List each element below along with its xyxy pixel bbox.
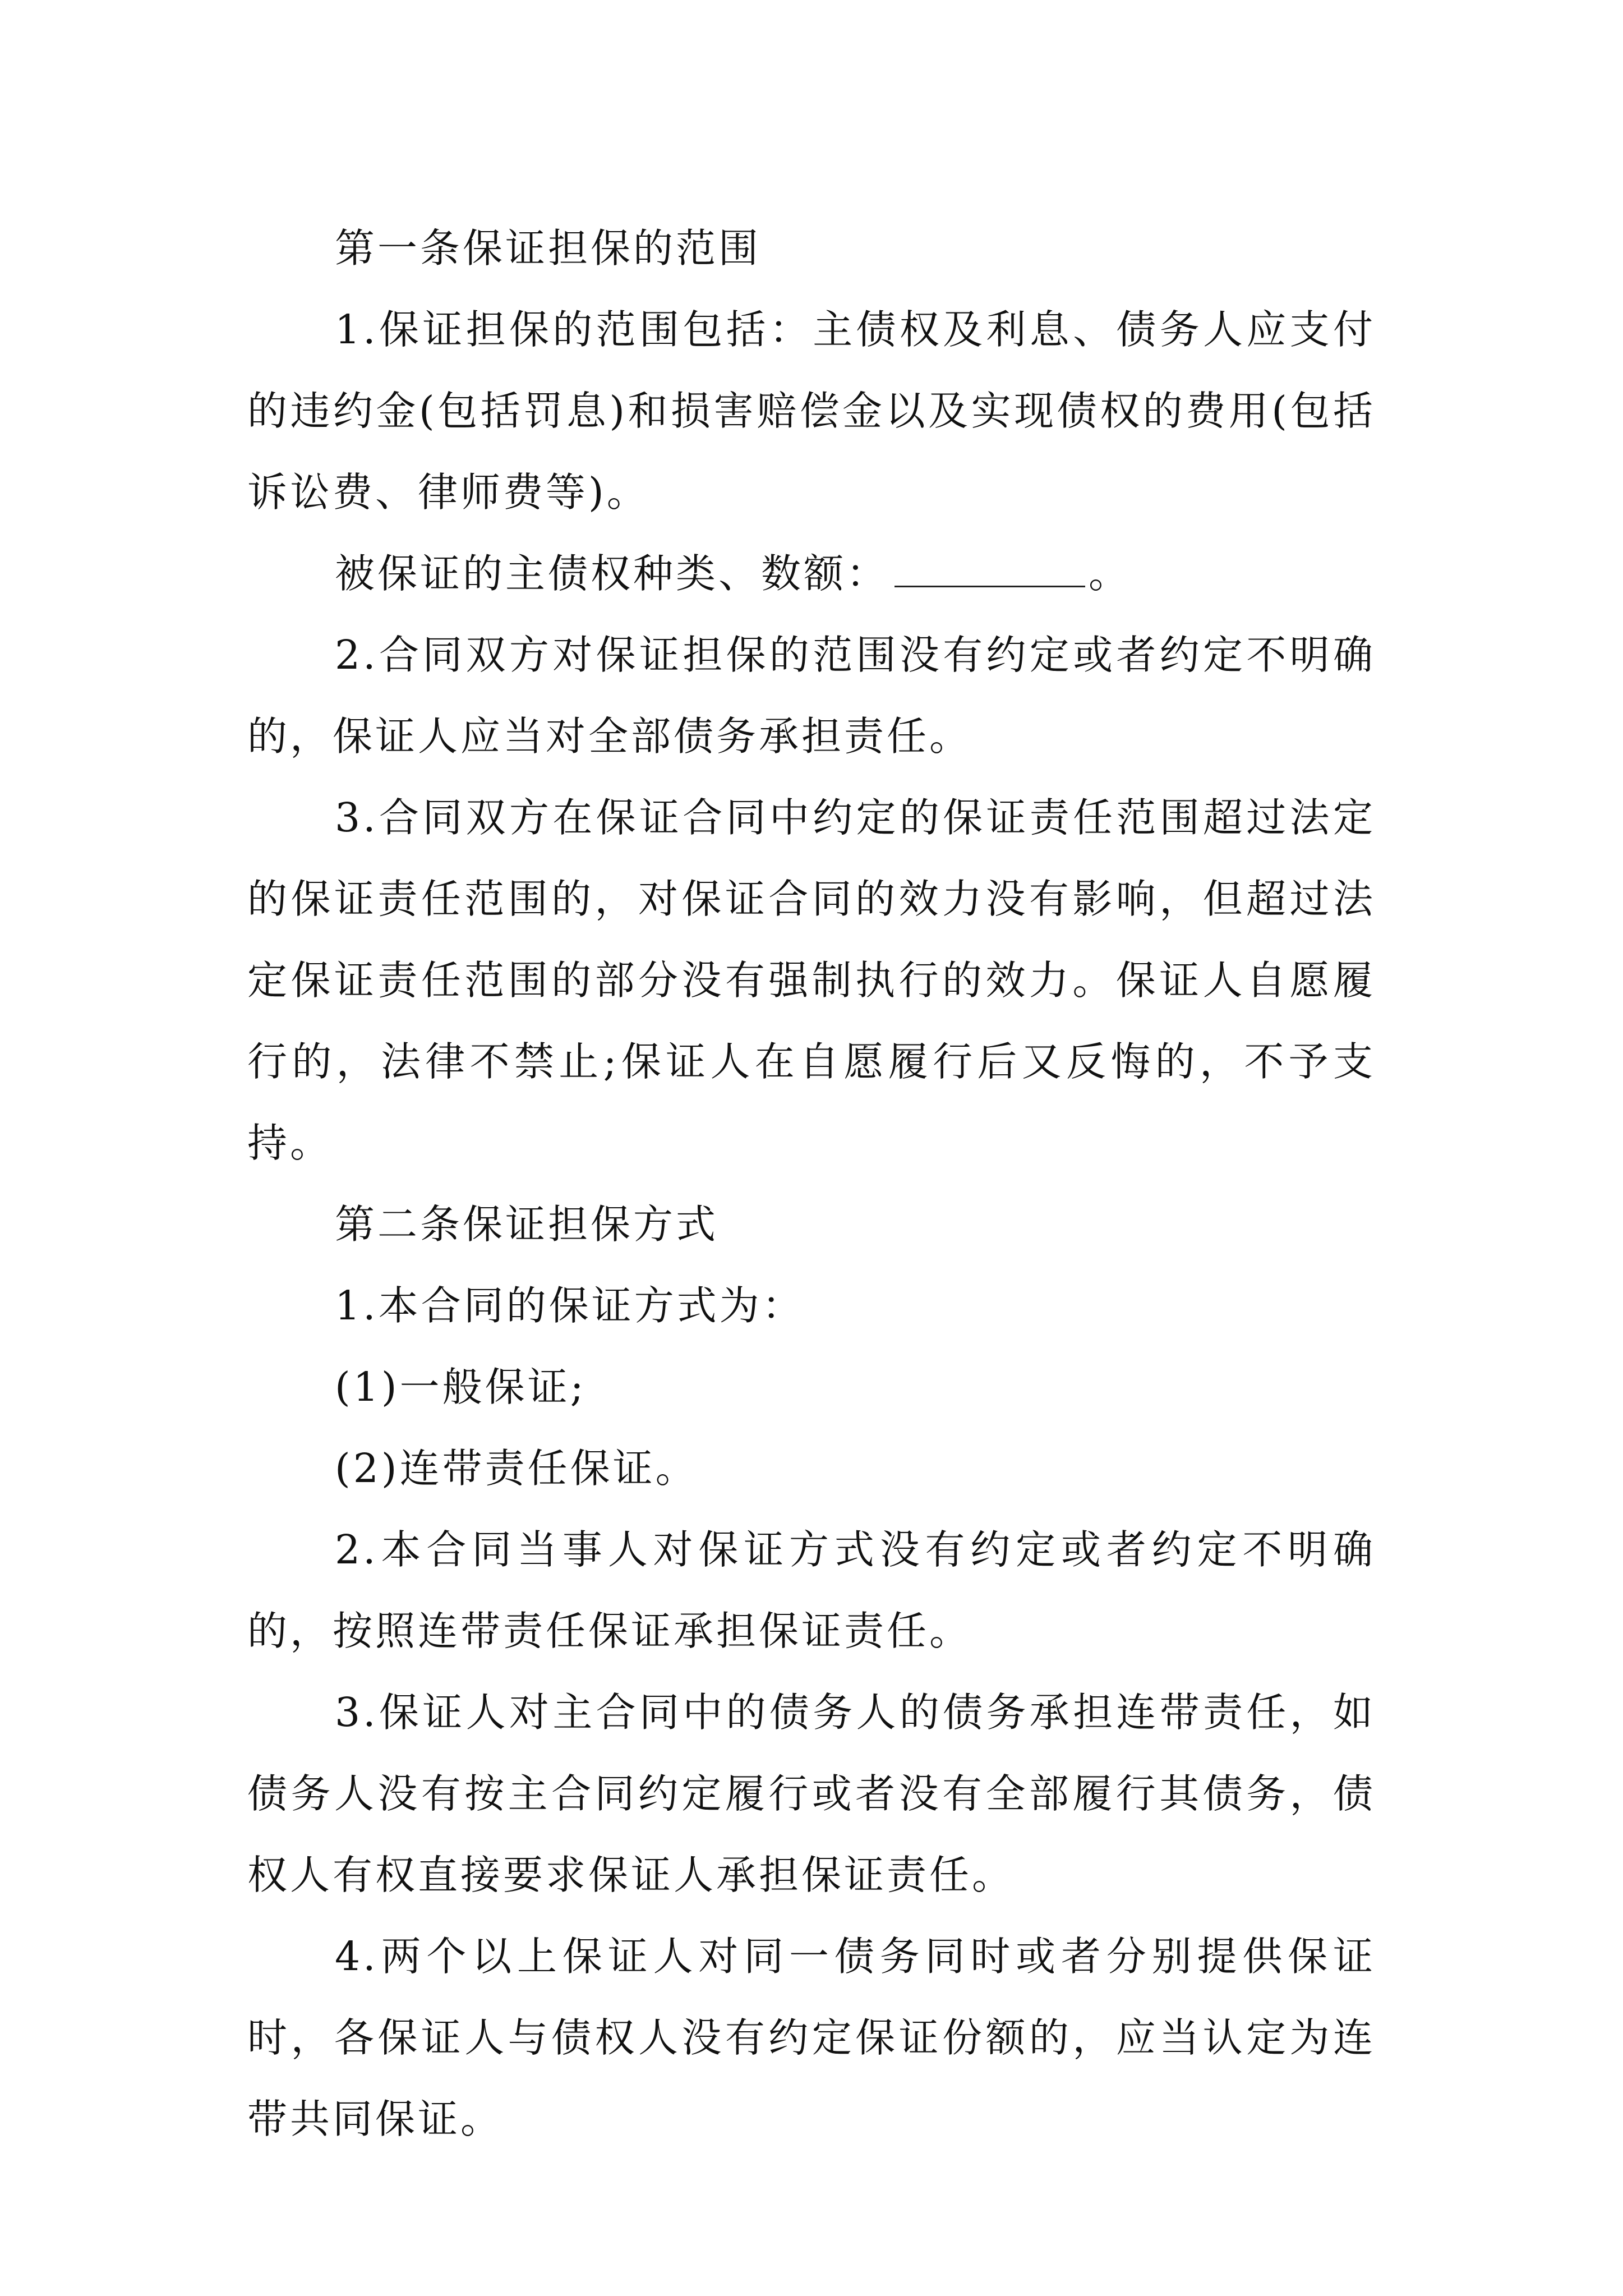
guaranteed-claim-blank (895, 541, 1085, 587)
article2-heading: 第二条保证担保方式 (335, 1201, 719, 1248)
article1-heading: 第一条保证担保的范围 (335, 225, 762, 272)
article2-item3: 3.保证人对主合同中的债务人的债务承担连带责任，如债务人没有按主合同约定履行或者没有全部履行其债务，债权人有权直接要求保证人承担保证责任。 (247, 1689, 1376, 1898)
article2-item2: 2.本合同当事人对保证方式没有约定或者约定不明确的，按照连带责任保证承担保证责任。 (247, 1526, 1376, 1654)
article1-item2: 2.合同双方对保证担保的范围没有约定或者约定不明确的，保证人应当对全部债务承担责任。 (247, 632, 1376, 760)
article2-item1: 1.本合同的保证方式为： (335, 1282, 805, 1329)
article2-item4: 4.两个以上保证人对同一债务同时或者分别提供保证时，各保证人与债权人没有约定保证份额的，应当认定为连带共同保证。 (247, 1933, 1376, 2142)
document-body (247, 208, 1376, 2160)
guaranteed-claim-end: 。 (1089, 550, 1132, 597)
guaranteed-claim-line (247, 533, 1376, 614)
article1-item3: 3.合同双方在保证合同中约定的保证责任范围超过法定的保证责任范围的，对保证合同的效力没有影响，但超过法定保证责任范围的部分没有强制执行的效力。保证人自愿履行的，法律不禁止;保证人在自愿履行后又反悔的，不予支持。 (247, 794, 1376, 1166)
article2-option1: (1)一般保证; (335, 1364, 587, 1410)
article1-item1: 1.保证担保的范围包括：主债权及利息、债务人应支付的违约金(包括罚息)和损害赔偿金以及实现债权的费用(包括诉讼费、律师费等)。 (247, 306, 1376, 516)
guaranteed-claim-label: 被保证的主债权种类、数额： (335, 550, 889, 597)
article2-option2: (2)连带责任保证。 (335, 1445, 698, 1492)
